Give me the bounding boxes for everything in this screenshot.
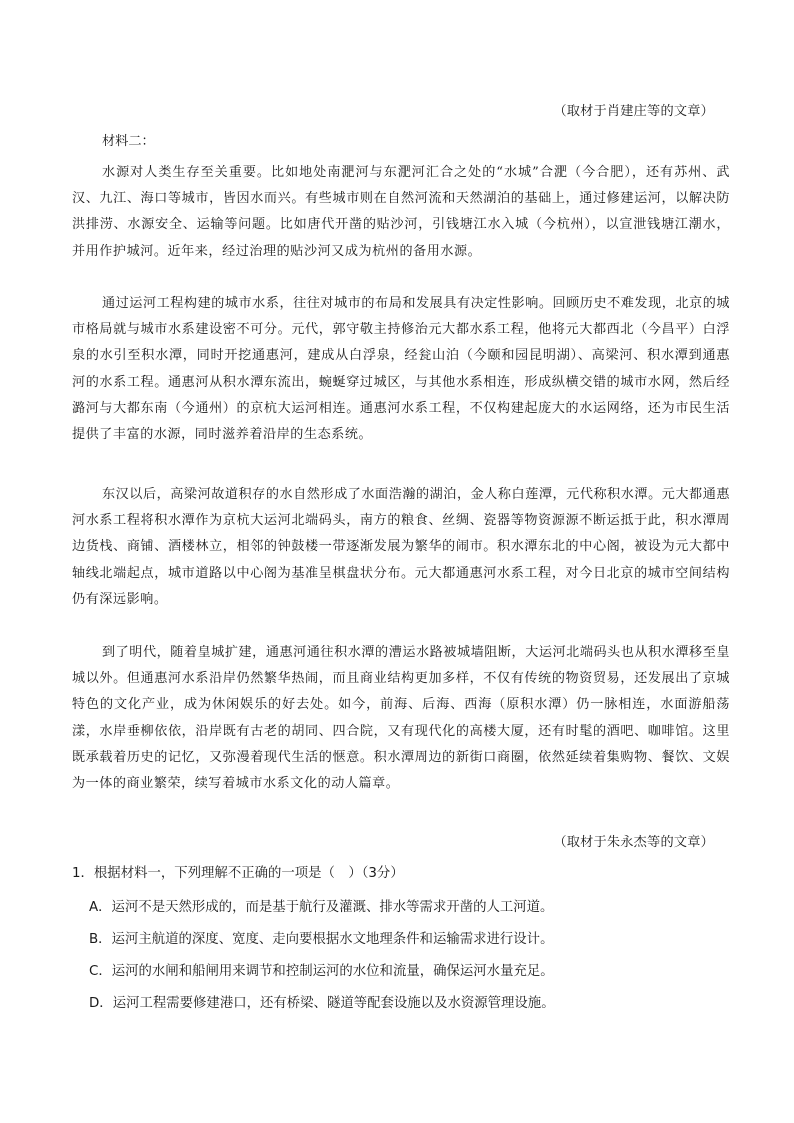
material2-paragraph-3: 东汉以后，高梁河故道积存的水自然形成了水面浩瀚的湖泊，金人称白莲潭，元代称积水潭。元大都通惠河水系工程将积水潭作为京杭大运河北端码头，南方的粮食、丝绸、瓷器等物资源源不断运抵于此，积水潭周边货栈、商铺、酒楼林立，相邻的钟鼓楼一带逐渐发展为繁华的闹市。积水潭东北的中心阁，被设为元大都中轴线北端起点，城市道路以中心阁为基准呈棋盘状分布。元大都通惠河水系工程，对今日北京的城市空间结构仍有深远影响。: [72, 487, 730, 607]
material2-source-note: （取材于朱永杰等的文章）: [553, 835, 714, 850]
question-1-stem: 1．根据材料一，下列理解不正确的一项是（ ）（3分）: [72, 866, 404, 881]
material1-source-note: （取材于肖建庄等的文章）: [553, 104, 714, 119]
material2-paragraph-1: 水源对人类生存至关重要。比如地处南淝河与东淝河汇合之处的“水城”合淝（今合肥），还有苏州、武汉、九江、海口等城市，皆因水而兴。有些城市则在自然河流和天然湖泊的基础上，通过修建运河，以解决防洪排涝、水源安全、运输等问题。比如唐代开凿的贴沙河，引钱塘江水入城（今杭州），以宣泄钱塘江潮水，并用作护城河。近年来，经过治理的贴沙河又成为杭州的备用水源。: [72, 165, 730, 259]
material2-paragraph-2: 通过运河工程构建的城市水系，往往对城市的布局和发展具有决定性影响。回顾历史不难发现，北京的城市格局就与城市水系建设密不可分。元代，郭守敬主持修治元大都水系工程，他将元大都西北（今昌平）白浮泉的水引至积水潭，同时开挖通惠河，建成从白浮泉，经瓮山泊（今颐和园昆明湖）、高梁河、积水潭到通惠河的水系工程。通惠河从积水潭东流出，蜿蜒穿过城区，与其他水系相连，形成纵横交错的城市水网，然后经潞河与大都东南（今通州）的京杭大运河相连。通惠河水系工程，不仅构建起庞大的水运网络，还为市民生活提供了丰富的水源，同时滋养着沿岸的生态系统。: [72, 296, 730, 443]
question-1-option-c: C．运河的水闸和船闸用来调节和控制运河的水位和流量，确保运河水量充足。: [89, 964, 554, 979]
question-1-option-a: A．运河不是天然形成的，而是基于航行及灌溉、排水等需求开凿的人工河道。: [89, 900, 554, 915]
material2-heading: 材料二：: [102, 134, 155, 149]
question-1-option-b: B．运河主航道的深度、宽度、走向要根据水文地理条件和运输需求进行设计。: [89, 932, 554, 947]
question-1-option-d: D．运河工程需要修建港口，还有桥梁、隧道等配套设施以及水资源管理设施。: [89, 996, 555, 1011]
material2-paragraph-4: 到了明代，随着皇城扩建，通惠河通往积水潭的漕运水路被城墙阻断，大运河北端码头也从积水潭移至皇城以外。但通惠河水系沿岸仍然繁华热闹，而且商业结构更加多样，不仅有传统的物资贸易，还发展出了京城特色的文化产业，成为休闲娱乐的好去处。如今，前海、后海、西海（原积水潭）仍一脉相连，水面游船荡漾，水岸垂柳依依，沿岸既有古老的胡同、四合院，又有现代化的高楼大厦，还有时髦的酒吧、咖啡馆。这里既承载着历史的记忆，又弥漫着现代生活的惬意。积水潭周边的新街口商圈，依然延续着集购物、餐饮、文娱为一体的商业繁荣，续写着城市水系文化的动人篇章。: [72, 645, 730, 792]
